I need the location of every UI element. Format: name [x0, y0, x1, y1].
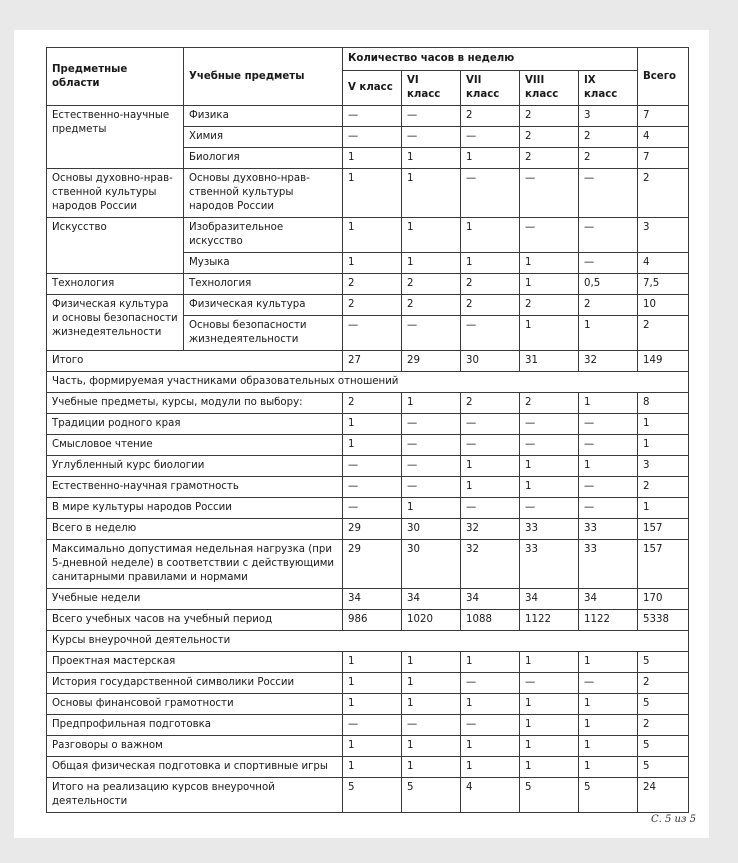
hours-cell: 1	[579, 652, 638, 673]
hours-cell: 1	[402, 757, 461, 778]
hours-cell: 33	[520, 540, 579, 589]
hours-cell: 0,5	[579, 274, 638, 295]
weeks-row	[47, 589, 689, 610]
hours-cell: 30	[402, 519, 461, 540]
hours-cell: —	[402, 435, 461, 456]
table-row	[47, 673, 689, 694]
hours-cell: 1	[343, 652, 402, 673]
row-label: Традиции родного края	[47, 414, 343, 435]
subject-cell: Биология	[184, 148, 343, 169]
hours-cell: 5	[579, 778, 638, 813]
hours-cell: 34	[343, 589, 402, 610]
total-cell: 2	[638, 715, 689, 736]
hours-cell: 2	[579, 127, 638, 148]
hours-cell: 1	[461, 456, 520, 477]
total-cell: 24	[638, 778, 689, 813]
hours-cell: 31	[520, 351, 579, 372]
row-label: История государственной символики России	[47, 673, 343, 694]
table-row	[47, 435, 689, 456]
hours-cell: —	[579, 169, 638, 218]
hours-cell: —	[579, 435, 638, 456]
table-row	[47, 715, 689, 736]
hours-cell: 2	[402, 274, 461, 295]
row-label: В мире культуры народов России	[47, 498, 343, 519]
hours-cell: 29	[343, 519, 402, 540]
hours-cell: 1	[520, 456, 579, 477]
hours-cell: 2	[520, 148, 579, 169]
hours-cell: 34	[461, 589, 520, 610]
total-cell: 4	[638, 253, 689, 274]
header-grade: V класс	[343, 71, 402, 106]
hours-cell: 2	[520, 106, 579, 127]
subject-cell: Музыка	[184, 253, 343, 274]
table-row	[47, 106, 689, 127]
table-row	[47, 218, 689, 253]
hours-cell: 1	[579, 757, 638, 778]
hours-cell: —	[343, 715, 402, 736]
hours-cell: 1	[402, 498, 461, 519]
total-cell: 5	[638, 694, 689, 715]
week-total-row	[47, 519, 689, 540]
hours-cell: 2	[461, 295, 520, 316]
hours-cell: 1	[402, 253, 461, 274]
hours-cell: 1	[402, 673, 461, 694]
hours-cell: 1	[461, 757, 520, 778]
hours-cell: 30	[461, 351, 520, 372]
table-row	[47, 456, 689, 477]
row-label: Разговоры о важном	[47, 736, 343, 757]
subject-area-cell: Основы духовно-нравственной культуры народов России	[47, 169, 184, 218]
subject-area-cell: Физическая культура и основы безопасности жизнедеятельности	[47, 295, 184, 351]
header-subject-area: Предметные области	[47, 48, 184, 106]
section-row	[47, 631, 689, 652]
hours-cell: 1	[461, 736, 520, 757]
hours-cell: —	[343, 106, 402, 127]
total-cell: 2	[638, 316, 689, 351]
hours-cell: —	[461, 414, 520, 435]
hours-cell: 1	[520, 477, 579, 498]
hours-cell: 1	[520, 736, 579, 757]
hours-cell: 29	[402, 351, 461, 372]
hours-cell: 1020	[402, 610, 461, 631]
hours-cell: 1	[343, 435, 402, 456]
subject-area-cell: Естественно-научные предметы	[47, 106, 184, 169]
hours-cell: 1	[579, 393, 638, 414]
hours-cell: 27	[343, 351, 402, 372]
extra-total-row	[47, 778, 689, 813]
hours-cell: 2	[402, 295, 461, 316]
section-row	[47, 372, 689, 393]
hours-cell: 2	[461, 274, 520, 295]
hours-cell: 1	[461, 694, 520, 715]
hours-cell: —	[520, 498, 579, 519]
row-label: Естественно-научная грамотность	[47, 477, 343, 498]
hours-cell: 5	[402, 778, 461, 813]
hours-cell: 2	[343, 295, 402, 316]
hours-cell: 1	[461, 218, 520, 253]
hours-cell: 1	[402, 393, 461, 414]
hours-cell: 1	[579, 316, 638, 351]
hours-cell: 1	[579, 694, 638, 715]
table-row	[47, 498, 689, 519]
header-hours: Количество часов в неделю	[343, 48, 638, 71]
total-cell: 7,5	[638, 274, 689, 295]
hours-cell: —	[520, 169, 579, 218]
total-cell: 2	[638, 169, 689, 218]
row-label: Основы финансовой грамотности	[47, 694, 343, 715]
row-label: Всего в неделю	[47, 519, 343, 540]
hours-cell: —	[402, 414, 461, 435]
hours-cell: 30	[402, 540, 461, 589]
hours-cell: 1	[343, 736, 402, 757]
hours-cell: 1122	[579, 610, 638, 631]
curriculum-table	[46, 47, 689, 813]
hours-cell: 1	[402, 169, 461, 218]
hours-cell: 1	[520, 652, 579, 673]
hours-cell: 5	[520, 778, 579, 813]
section-title: Часть, формируемая участниками образовательных отношений	[47, 372, 689, 393]
hours-cell: —	[579, 498, 638, 519]
hours-cell: —	[461, 715, 520, 736]
subject-cell: Химия	[184, 127, 343, 148]
hours-cell: 1	[343, 757, 402, 778]
row-label: Предпрофильная подготовка	[47, 715, 343, 736]
hours-cell: 32	[579, 351, 638, 372]
hours-cell: 1	[520, 253, 579, 274]
hours-cell: —	[520, 218, 579, 253]
row-label: Итого	[47, 351, 343, 372]
hours-cell: 33	[579, 519, 638, 540]
row-label: Общая физическая подготовка и спортивные игры	[47, 757, 343, 778]
total-cell: 5338	[638, 610, 689, 631]
hours-cell: —	[579, 218, 638, 253]
hours-cell: 1	[579, 736, 638, 757]
hours-cell: 1	[402, 148, 461, 169]
table-row	[47, 414, 689, 435]
hours-cell: 2	[461, 393, 520, 414]
row-label: Учебные недели	[47, 589, 343, 610]
hours-cell: —	[402, 456, 461, 477]
header-grade: VII класс	[461, 71, 520, 106]
hours-cell: 4	[461, 778, 520, 813]
subject-area-cell: Технология	[47, 274, 184, 295]
row-label: Максимально допустимая недельная нагрузка (при 5-дневной неделе) в соответствии с действующими санитарными правилами и нормами	[47, 540, 343, 589]
total-cell: 4	[638, 127, 689, 148]
row-label: Всего учебных часов на учебный период	[47, 610, 343, 631]
hours-cell: —	[579, 414, 638, 435]
hours-cell: 3	[579, 106, 638, 127]
header-grade: VIII класс	[520, 71, 579, 106]
subject-cell: Технология	[184, 274, 343, 295]
hours-cell: 1	[579, 456, 638, 477]
hours-cell: 2	[579, 148, 638, 169]
hours-cell: 1122	[520, 610, 579, 631]
total-cell: 7	[638, 148, 689, 169]
total-cell: 2	[638, 673, 689, 694]
hours-cell: —	[402, 316, 461, 351]
row-label: Смысловое чтение	[47, 435, 343, 456]
hours-cell: —	[461, 435, 520, 456]
total-cell: 170	[638, 589, 689, 610]
hours-cell: 1	[461, 148, 520, 169]
hours-cell: 2	[343, 393, 402, 414]
table-row	[47, 295, 689, 316]
hours-cell: 1	[520, 316, 579, 351]
hours-cell: —	[520, 414, 579, 435]
total-cell: 1	[638, 435, 689, 456]
total-cell: 157	[638, 519, 689, 540]
section-title: Курсы внеурочной деятельности	[47, 631, 689, 652]
hours-cell: 1	[402, 694, 461, 715]
hours-cell: —	[402, 106, 461, 127]
total-cell: 2	[638, 477, 689, 498]
hours-cell: 1	[343, 218, 402, 253]
table-row	[47, 393, 689, 414]
hours-cell: —	[461, 169, 520, 218]
row-label: Углубленный курс биологии	[47, 456, 343, 477]
hours-cell: 33	[579, 540, 638, 589]
hours-cell: —	[343, 456, 402, 477]
header-subjects: Учебные предметы	[184, 48, 343, 106]
hours-cell: 1	[520, 274, 579, 295]
hours-cell: —	[461, 316, 520, 351]
period-total-row	[47, 610, 689, 631]
total-cell: 3	[638, 218, 689, 253]
hours-cell: 1	[343, 673, 402, 694]
hours-cell: 5	[343, 778, 402, 813]
hours-cell: —	[343, 477, 402, 498]
table-row	[47, 274, 689, 295]
hours-cell: 2	[579, 295, 638, 316]
hours-cell: —	[520, 673, 579, 694]
hours-cell: 29	[343, 540, 402, 589]
hours-cell: —	[343, 127, 402, 148]
table-row	[47, 694, 689, 715]
hours-cell: 1	[343, 253, 402, 274]
table-row	[47, 652, 689, 673]
total-cell: 1	[638, 498, 689, 519]
hours-cell: —	[461, 673, 520, 694]
hours-cell: 1	[520, 694, 579, 715]
hours-cell: 1	[343, 694, 402, 715]
hours-cell: 1	[461, 652, 520, 673]
hours-cell: —	[402, 715, 461, 736]
hours-cell: —	[343, 498, 402, 519]
hours-cell: —	[579, 253, 638, 274]
header-grade: IX класс	[579, 71, 638, 106]
hours-cell: 34	[402, 589, 461, 610]
total-cell: 5	[638, 736, 689, 757]
hours-cell: —	[579, 477, 638, 498]
hours-cell: 1	[520, 757, 579, 778]
total-cell: 1	[638, 414, 689, 435]
hours-cell: 2	[343, 274, 402, 295]
subject-area-cell: Искусство	[47, 218, 184, 274]
total-cell: 10	[638, 295, 689, 316]
total-cell: 8	[638, 393, 689, 414]
hours-cell: 986	[343, 610, 402, 631]
hours-cell: 32	[461, 540, 520, 589]
total-row	[47, 351, 689, 372]
total-cell: 3	[638, 456, 689, 477]
header-total: Всего	[638, 48, 689, 106]
hours-cell: 34	[579, 589, 638, 610]
max-load-row	[47, 540, 689, 589]
subject-cell: Физическая культура	[184, 295, 343, 316]
hours-cell: —	[402, 127, 461, 148]
hours-cell: —	[520, 435, 579, 456]
subject-cell: Физика	[184, 106, 343, 127]
hours-cell: 1	[402, 218, 461, 253]
hours-cell: 34	[520, 589, 579, 610]
table-row	[47, 736, 689, 757]
hours-cell: 2	[461, 106, 520, 127]
hours-cell: 1	[343, 414, 402, 435]
hours-cell: 32	[461, 519, 520, 540]
subject-cell: Основы безопасности жизнедеятельности	[184, 316, 343, 351]
hours-cell: 1	[461, 253, 520, 274]
hours-cell: 33	[520, 519, 579, 540]
hours-cell: —	[402, 477, 461, 498]
subject-cell: Основы духовно-нравственной культуры народов России	[184, 169, 343, 218]
hours-cell: 1	[343, 148, 402, 169]
total-cell: 157	[638, 540, 689, 589]
hours-cell: 1	[461, 477, 520, 498]
hours-cell: 1088	[461, 610, 520, 631]
subject-cell: Изобразительное искусство	[184, 218, 343, 253]
table-row	[47, 757, 689, 778]
header-grade: VI класс	[402, 71, 461, 106]
row-label: Итого на реализацию курсов внеурочной деятельности	[47, 778, 343, 813]
hours-cell: 2	[520, 295, 579, 316]
table-row	[47, 477, 689, 498]
row-label: Учебные предметы, курсы, модули по выбору:	[47, 393, 343, 414]
hours-cell: 2	[520, 127, 579, 148]
total-cell: 5	[638, 652, 689, 673]
total-cell: 7	[638, 106, 689, 127]
total-cell: 5	[638, 757, 689, 778]
hours-cell: —	[461, 127, 520, 148]
hours-cell: 1	[402, 652, 461, 673]
hours-cell: 1	[402, 736, 461, 757]
hours-cell: 2	[520, 393, 579, 414]
hours-cell: 1	[343, 169, 402, 218]
hours-cell: —	[343, 316, 402, 351]
table-row	[47, 169, 689, 218]
page-number: С. 5 из 5	[651, 814, 696, 825]
hours-cell: —	[461, 498, 520, 519]
row-label: Проектная мастерская	[47, 652, 343, 673]
hours-cell: —	[579, 673, 638, 694]
total-cell: 149	[638, 351, 689, 372]
hours-cell: 1	[520, 715, 579, 736]
hours-cell: 1	[579, 715, 638, 736]
